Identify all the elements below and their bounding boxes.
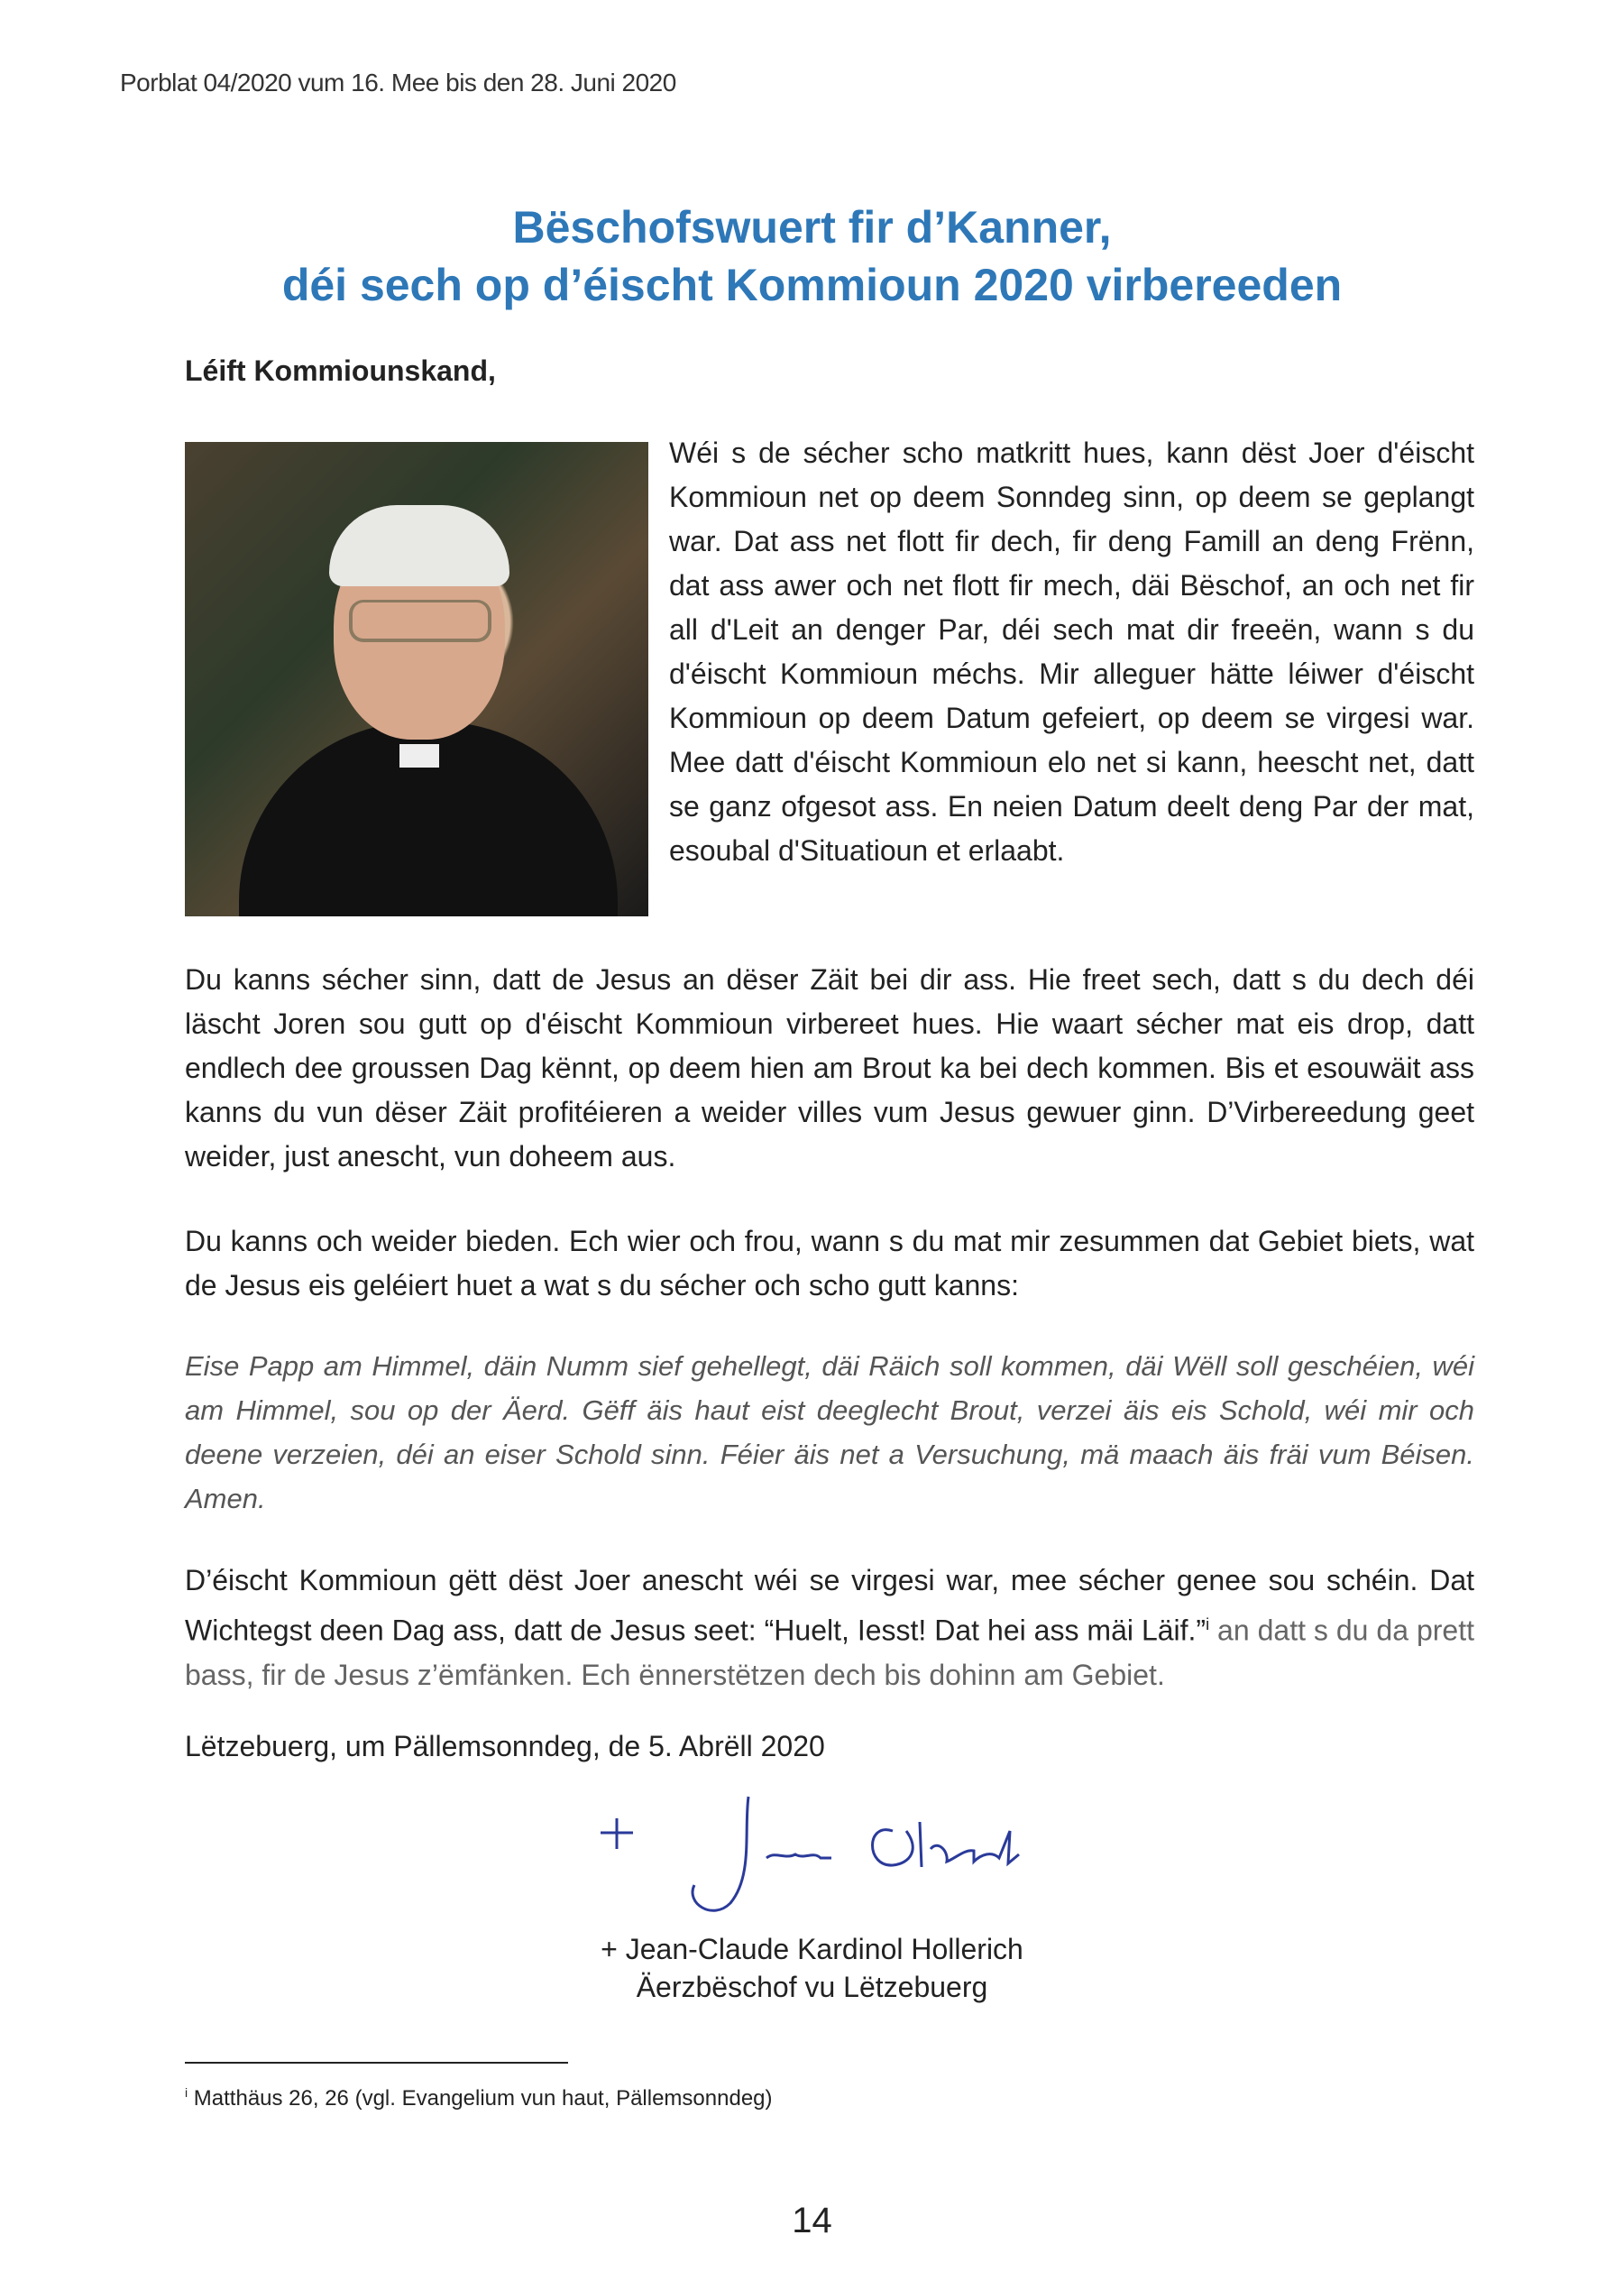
footnote-separator	[185, 2062, 568, 2064]
signer-role: Äerzbëschof vu Lëtzebuerg	[636, 1971, 988, 2003]
handwritten-signature	[595, 1795, 1064, 1930]
paragraph-3	[185, 1559, 1474, 1697]
title-line-2: déi sech op d’éischt Kommioun 2020 virbereeden	[281, 260, 1343, 310]
footnote	[185, 2085, 773, 2111]
page-header: Porblat 04/2020 vum 16. Mee bis den 28. Juni 2020	[120, 69, 676, 97]
portrait-collar	[399, 744, 439, 768]
footnote-text: Matthäus 26, 26 (vgl. Evangelium vun haut, Pällemsonndeg)	[188, 2086, 773, 2111]
title-line-1: Bëschofswuert fir d’Kanner,	[512, 202, 1112, 253]
signer-name: + Jean-Claude Kardinol Hollerich	[601, 1933, 1023, 1965]
intro-paragraph: Wéi s de sécher scho matkritt hues, kann dëst Joer d'éischt Kommioun net op deem Sonndeg sinn, op deem se geplangt war. Dat ass net flott fir dech, fir deng Famill an deng Frënn, dat ass awer och net flott fir mech, däi Bëschof, an och net fir all d'Leit an denger Par, déi sech mat dir freeën, wann s du d'éischt Kommioun méchs. Mir alleguer hätte léiwer d'éischt Kommioun op deem Datum gefeiert, op deem se virgesi war. Mee datt d'éischt Kommioun elo net si kann, heescht net, datt se ganz ofgesot ass. En neien Datum deelt deng Par der mat, esoubal d'Situatioun et erlaabt.	[669, 437, 1474, 867]
footnote-mark: i	[185, 2085, 188, 2100]
portrait-glasses	[349, 600, 491, 642]
portrait-hair	[329, 505, 509, 586]
footnote-ref: i	[1206, 1615, 1210, 1633]
place-date: Lëtzebuerg, um Pällemsonndeg, de 5. Abrëll 2020	[185, 1730, 825, 1762]
page-title	[0, 198, 1624, 314]
signer-block	[0, 1930, 1624, 2006]
prayer-text: Eise Papp am Himmel, däin Numm sief gehellegt, däi Räich soll kommen, däi Wëll soll geschéien, wéi am Himmel, sou op der Äerd. Gëff äis haut eist deeglecht Brout, verzei äis eis Schold, wéi mir och deene verzeien, déi an eiser Schold sinn. Féier äis net a Versuchung, mä maach äis fräi vum Béisen. Amen.	[185, 1350, 1474, 1514]
paragraph-1: Du kanns sécher sinn, datt de Jesus an dëser Zäit bei dir ass. Hie freet sech, datt s du dech déi läscht Joren sou gutt op d'éischt Kommioun virbereet hues. Hie waart sécher mat eis drop, datt endlech dee groussen Dag kënnt, op deem hien am Brout ka bei dech kommen. Bis et esouwäit ass kanns du vun dëser Zäit profitéieren a weider villes vum Jesus gewuer ginn. D’Virbereedung geet weider, just anescht, vun doheem aus.	[185, 963, 1474, 1173]
bishop-portrait-image	[185, 442, 648, 916]
greeting: Léift Kommiounskand,	[185, 354, 496, 387]
paragraph-2: Du kanns och weider bieden. Ech wier och frou, wann s du mat mir zesummen dat Gebiet biets, wat de Jesus eis geléiert huet a wat s du sécher och scho gutt kanns:	[185, 1225, 1474, 1301]
paragraph-3-before: D’éischt Kommioun gëtt dëst Joer anescht wéi se virgesi war, mee sécher genee sou schéin. Dat Wichtegst deen Dag ass, datt de Jesus seet: “Huelt, Iesst! Dat hei ass mäi Läif.”	[185, 1564, 1474, 1647]
page-number: 14	[792, 2201, 832, 2240]
paragraph-3-after: an datt s du da prett bass, fir de Jesus z’ëmfänken. Ech ënnerstëtzen dech bis dohinn am Gebiet.	[185, 1614, 1475, 1691]
